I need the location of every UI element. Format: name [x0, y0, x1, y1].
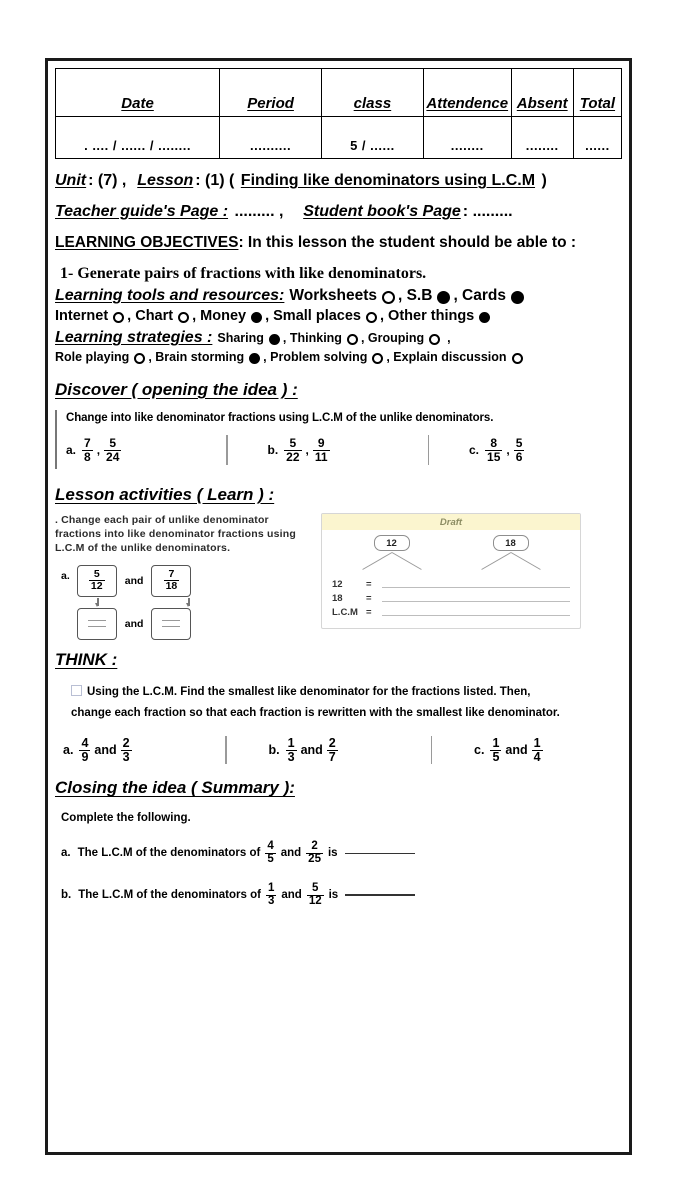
strategy-label: Sharing	[217, 331, 264, 345]
strategy-label: Role playing	[55, 350, 130, 364]
closing-item-a	[55, 841, 622, 866]
tool-option-small-places[interactable]	[265, 308, 380, 324]
discover-item-c[interactable]	[439, 437, 526, 463]
item-label: a.	[61, 847, 71, 860]
row-key: L.C.M	[332, 607, 358, 618]
checkbox-circle-filled-icon[interactable]	[249, 353, 260, 364]
fraction: $\frac{7}{8}$	[84, 436, 91, 464]
strategy-label: , Grouping	[360, 331, 425, 345]
activity-answer-row	[55, 608, 310, 640]
item-label: a.	[61, 569, 70, 582]
activities-section-title: Lesson activities ( Learn ) :	[55, 485, 275, 504]
checkbox-circle-filled-icon[interactable]	[511, 291, 524, 304]
checkbox-circle-icon[interactable]	[347, 334, 358, 345]
unit-label: Unit	[55, 172, 87, 189]
lesson-label: Lesson	[137, 172, 194, 189]
fraction: $\frac{9}{11}$	[314, 436, 328, 464]
learning-tools-row-2	[55, 308, 622, 324]
discover-items-row	[66, 435, 622, 465]
student-page-value[interactable]: : .........	[462, 203, 513, 220]
think-instruction-line-1: Using the L.C.M. Find the smallest like denominator for the fractions listed. Then,	[87, 685, 531, 698]
blank-fraction-icon	[87, 617, 107, 630]
learning-strategies-label: Learning strategies :	[55, 329, 213, 346]
fraction: $\frac{1}{3}$	[267, 881, 275, 907]
draft-row-12	[332, 579, 570, 590]
strategy-option-brain-storming[interactable]	[148, 350, 263, 364]
tool-option-chart[interactable]	[127, 308, 192, 324]
answer-line[interactable]	[382, 615, 570, 616]
item-label: a.	[63, 743, 74, 758]
factor-tree-18	[456, 535, 566, 577]
think-item-b[interactable]	[241, 737, 417, 764]
fraction: $\frac{4}{9}$	[81, 735, 89, 764]
factor-trees	[332, 535, 570, 577]
think-instruction-line-2: change each fraction so that each fraction is rewritten with the smallest like denominator.	[71, 706, 560, 719]
instruction-lead-dot: .	[55, 514, 59, 526]
teacher-page-label: Teacher guide's Page :	[55, 203, 229, 220]
tool-label: , S.B	[397, 287, 433, 304]
checkbox-circle-icon[interactable]	[512, 353, 523, 364]
and-label: and	[124, 617, 144, 630]
row-key: 18	[332, 593, 343, 604]
strategy-option-role-playing[interactable]	[55, 350, 148, 364]
fraction: $\frac{2}{7}$	[328, 735, 336, 764]
tree-branch-icon	[337, 552, 447, 572]
divider	[431, 736, 433, 764]
learning-objectives-intro: : In this lesson the student should be able to :	[238, 234, 577, 251]
checkbox-circle-filled-icon[interactable]	[479, 312, 490, 323]
fraction: $\frac{1}{3}$	[287, 735, 295, 764]
question-text-before: The L.C.M of the denominators of	[78, 889, 261, 902]
instruction-text: Change each pair of unlike denominator fractions into like denominator fractions using L.C.M of the unlike denominators.	[55, 514, 297, 555]
and-label: and	[505, 743, 528, 758]
checkbox-circle-icon[interactable]	[134, 353, 145, 364]
question-text-before: The L.C.M of the denominators of	[77, 847, 261, 860]
divider	[428, 435, 430, 465]
lesson-title: Finding like denominators using L.C.M	[240, 172, 536, 189]
lesson-close-paren: )	[541, 172, 547, 189]
column-header-absent: Absent	[511, 69, 573, 117]
checkbox-circle-icon[interactable]	[178, 312, 189, 323]
strategy-label: , Explain discussion	[386, 350, 507, 364]
field-attendence[interactable]: ........	[423, 117, 511, 159]
equals-sign: =	[366, 579, 372, 590]
separator: ,	[305, 443, 309, 457]
row-key: 12	[332, 579, 343, 590]
and-label: and	[300, 743, 323, 758]
draft-row-lcm	[332, 607, 570, 618]
fraction: $\frac{2}{25}$	[308, 840, 321, 865]
question-text-after: is	[327, 847, 338, 860]
fraction: $\frac{4}{5}$	[267, 840, 274, 865]
fraction: $\frac{8}{15}$	[487, 436, 501, 464]
answer-line[interactable]	[382, 601, 570, 602]
think-item-a[interactable]	[63, 737, 211, 764]
tool-label: , Other things	[380, 308, 475, 324]
column-header-total: Total	[573, 69, 621, 117]
checkbox-circle-icon[interactable]	[429, 334, 440, 345]
closing-section-title: Closing the idea ( Summary ):	[55, 778, 295, 798]
tool-option-worksheets[interactable]	[289, 287, 398, 305]
fraction: $\frac{5}{24}$	[106, 436, 120, 464]
and-label: and	[280, 847, 302, 860]
answer-blank-line[interactable]	[345, 894, 415, 896]
draft-panel	[321, 513, 581, 629]
field-period[interactable]: ..........	[220, 117, 322, 159]
item-label: b.	[267, 443, 279, 457]
student-page-label: Student book's Page	[303, 203, 461, 220]
tool-option-other-things[interactable]	[380, 308, 493, 324]
answer-blank-line[interactable]	[345, 853, 415, 855]
tool-option-money[interactable]	[192, 308, 265, 324]
divider	[225, 736, 227, 764]
arrow-cell-right	[170, 598, 208, 606]
tool-label: , Chart	[127, 308, 174, 324]
blank-fraction-icon	[161, 617, 181, 630]
tool-label: Internet	[55, 308, 109, 324]
fraction: $\frac{1}{4}$	[533, 735, 541, 764]
activity-item-a	[55, 565, 310, 597]
fraction-box-second	[151, 565, 191, 597]
learning-objectives-label: LEARNING OBJECTIVES	[55, 234, 239, 251]
unit-value: : (7) ,	[88, 172, 127, 189]
down-arrow-icon	[97, 598, 98, 606]
item-label: c.	[469, 443, 480, 457]
worksheet-page	[45, 58, 632, 1155]
strategy-option-grouping[interactable]	[361, 331, 443, 345]
checkbox-circle-filled-icon[interactable]	[269, 334, 280, 345]
activities-left-column	[55, 513, 310, 640]
and-label: and	[94, 743, 117, 758]
and-label: and	[281, 889, 302, 902]
strategy-label: , Brain storming	[148, 350, 245, 364]
think-item-c[interactable]	[446, 737, 545, 764]
tree-branch-icon	[456, 552, 566, 572]
activities-block	[55, 513, 622, 640]
tool-option-sb[interactable]	[398, 287, 453, 305]
discover-item-a[interactable]	[66, 437, 216, 463]
separator: ,	[506, 443, 510, 457]
learning-tools-row-1	[55, 287, 622, 305]
checkbox-circle-icon[interactable]	[113, 312, 124, 323]
strategy-option-explain-discussion[interactable]	[386, 350, 525, 364]
tool-label: Worksheets	[289, 287, 377, 304]
tree-node-value[interactable]: 18	[493, 535, 529, 551]
column-header-class: class	[322, 69, 424, 117]
equals-sign: =	[366, 593, 372, 604]
fraction: $\frac{1}{5}$	[492, 735, 500, 764]
checkbox-circle-icon[interactable]	[366, 312, 377, 323]
strategy-trailing-comma: ,	[447, 331, 451, 345]
question-text-after: is	[328, 889, 339, 902]
objective-item-1: 1- Generate pairs of fractions with like denominators.	[60, 265, 427, 282]
answer-line[interactable]	[382, 587, 570, 588]
bullet-icon	[71, 685, 82, 696]
factor-tree-12	[337, 535, 447, 577]
fraction: $\frac{5}{12}$	[308, 881, 322, 907]
unit-lesson-line	[55, 172, 622, 190]
draft-title: Draft	[322, 514, 580, 530]
think-instruction	[55, 682, 622, 725]
field-total[interactable]: ......	[573, 117, 621, 159]
teacher-page-value[interactable]: ......... ,	[234, 203, 284, 220]
separator: ,	[96, 443, 101, 457]
activities-instruction	[55, 513, 310, 556]
strategy-option-thinking[interactable]	[283, 331, 361, 345]
closing-item-b	[55, 883, 622, 908]
divider	[226, 435, 228, 465]
fraction: $\frac{5}{22}$	[286, 436, 300, 464]
learning-strategies-row-2	[55, 350, 622, 364]
column-header-attendence: Attendence	[423, 69, 511, 117]
tool-label: , Money	[192, 308, 247, 324]
think-section-title: THINK :	[55, 649, 118, 669]
checkbox-circle-filled-icon[interactable]	[251, 312, 262, 323]
down-arrow-icon	[188, 598, 189, 606]
equals-sign: =	[366, 607, 372, 618]
learning-strategies-row-1	[55, 329, 622, 347]
table-header-row	[56, 69, 622, 117]
lesson-info-table	[55, 68, 622, 159]
tree-node-value[interactable]: 12	[374, 535, 410, 551]
item-label: b.	[268, 743, 280, 758]
checkbox-circle-icon[interactable]	[372, 353, 383, 364]
checkbox-circle-icon[interactable]	[382, 291, 395, 304]
strategy-option-problem-solving[interactable]	[263, 350, 386, 364]
tool-option-internet[interactable]	[55, 308, 127, 324]
checkbox-circle-filled-icon[interactable]	[437, 291, 450, 304]
item-label: b.	[61, 889, 72, 902]
fraction-box-first	[77, 565, 117, 597]
column-header-period: Period	[220, 69, 322, 117]
column-header-date: Date	[56, 69, 220, 117]
draft-answer-lines	[332, 579, 570, 618]
draft-row-18	[332, 593, 570, 604]
strategy-option-sharing[interactable]	[217, 331, 283, 345]
field-absent[interactable]: ........	[511, 117, 573, 159]
learning-tools-label: Learning tools and resources:	[55, 287, 285, 304]
and-label: and	[124, 574, 144, 587]
fraction: $\frac{5}{6}$	[515, 436, 523, 464]
pages-line	[55, 203, 622, 221]
item-label: c.	[474, 743, 485, 758]
answer-box-second[interactable]	[151, 608, 191, 640]
arrow-cell-left	[79, 598, 117, 606]
think-items-row	[55, 736, 622, 764]
item-label: a.	[66, 443, 77, 457]
fraction: $\frac{2}{3}$	[122, 735, 130, 764]
field-class[interactable]: 5 / ......	[322, 117, 424, 159]
tool-option-cards[interactable]	[453, 287, 527, 305]
discover-item-b[interactable]	[238, 437, 418, 463]
learning-objectives-line	[55, 234, 622, 252]
tool-label: , Small places	[265, 308, 361, 324]
discover-section-title: Discover ( opening the idea ) :	[55, 380, 298, 399]
table-value-row	[56, 117, 622, 159]
answer-box-first[interactable]	[77, 608, 117, 640]
tool-label: , Cards	[453, 287, 506, 304]
closing-instruction: Complete the following.	[61, 812, 191, 825]
strategy-label: , Thinking	[282, 331, 342, 345]
discover-instruction: Change into like denominator fractions using L.C.M of the unlike denominators.	[66, 412, 494, 424]
activity-arrows-row	[55, 598, 310, 606]
fraction: $\frac{7}{18}$	[165, 568, 178, 593]
field-date[interactable]: . .... / ...... / ........	[56, 117, 220, 159]
strategy-label: , Problem solving	[263, 350, 368, 364]
lesson-value: : (1) (	[195, 172, 235, 189]
draft-body	[322, 530, 580, 628]
discover-block	[55, 410, 622, 469]
fraction: $\frac{5}{12}$	[90, 568, 103, 593]
